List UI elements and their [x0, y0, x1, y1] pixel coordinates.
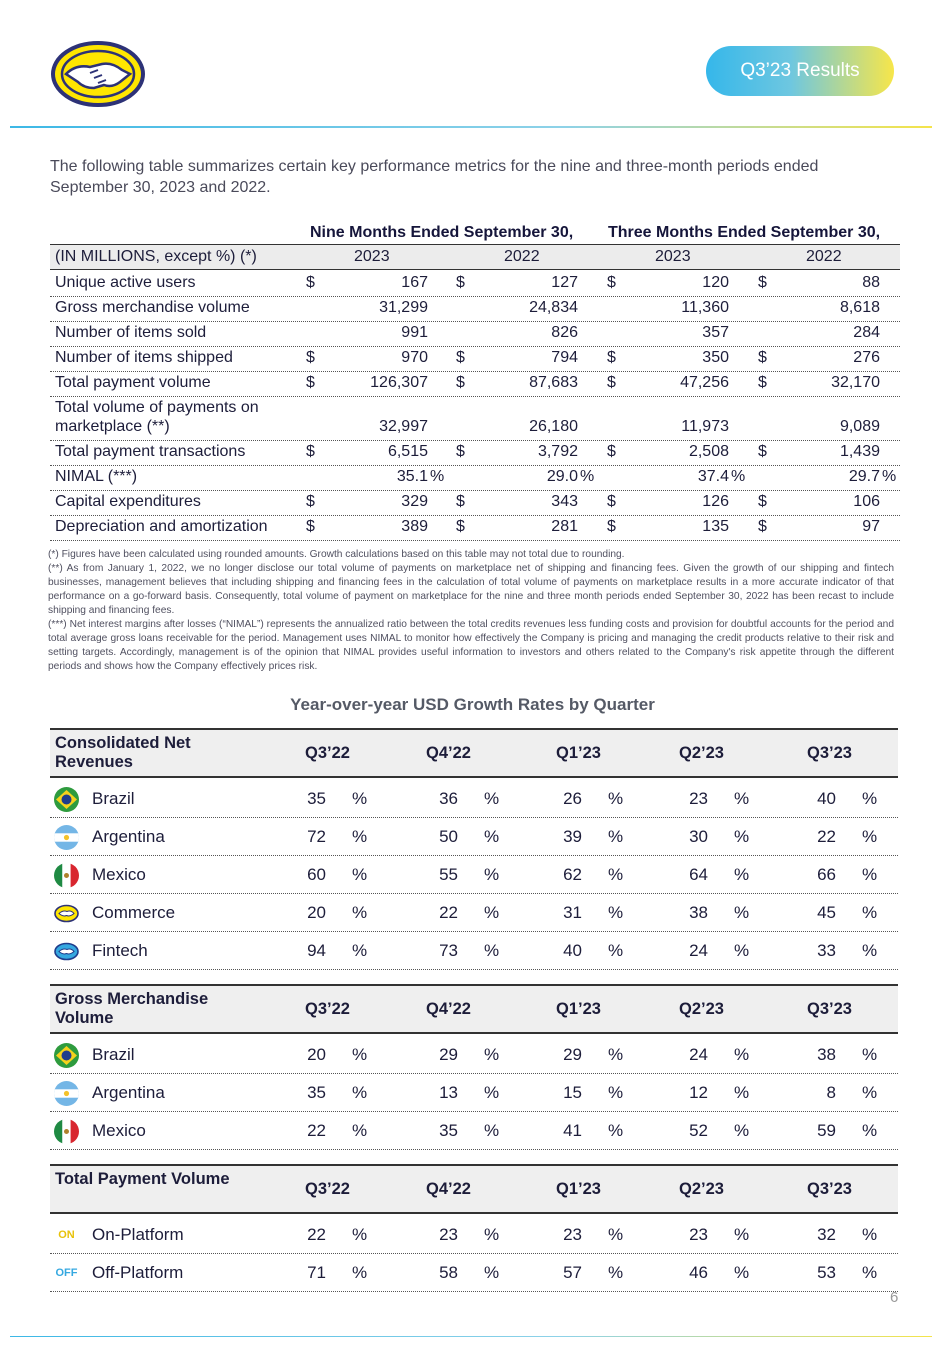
mexico-flag-icon	[54, 863, 79, 888]
metric-label: Number of items sold	[55, 324, 207, 341]
currency-symbol: $	[456, 443, 465, 460]
units-label: (IN MILLIONS, except %) (*)	[55, 248, 257, 265]
metric-value: 127	[551, 274, 578, 291]
mexico-flag-icon	[54, 1119, 79, 1144]
quarter-header: Q3’22	[305, 1000, 350, 1018]
metric-value: 357	[702, 324, 729, 341]
metric-value: 32,997	[379, 418, 428, 435]
growth-rate-value: 20	[307, 1045, 326, 1064]
quarter-header: Q2’23	[679, 1000, 724, 1018]
footnote: (***) Net interest margins after losses (“NIMAL”) represents the annualized ratio between the total credits revenues less funding costs and provision for doubtful accounts for the period and total average gross loans receivable for the period. Management uses NIMAL to monitor how effectively the Company is pricing and managing the credit products relative to their risk and setting targets. Accordingly, management is of the opinion that NIMAL provides useful information to investors and others related to the Company's risk appetite through the different periods and shows how the Company effectively prices risk.	[48, 619, 894, 672]
growth-rate-value: 71	[307, 1263, 326, 1282]
percent-sign: %	[608, 865, 624, 884]
growth-rate-value: 24	[689, 1045, 708, 1064]
metric-value: 97	[862, 518, 880, 535]
percent-sign: %	[484, 903, 500, 922]
metric-label: Total payment transactions	[55, 443, 246, 460]
percent-sign: %	[734, 1121, 750, 1140]
off-platform-icon: OFF	[55, 1267, 78, 1279]
metric-label: Total payment volume	[55, 374, 211, 391]
currency-symbol: $	[607, 349, 616, 366]
currency-symbol: $	[456, 518, 465, 535]
metric-value: 2,508	[688, 443, 729, 460]
growth-rate-value: 62	[563, 865, 582, 884]
growth-rate-value: 73	[439, 941, 458, 960]
percent-sign: %	[734, 1083, 750, 1102]
metrics-header-row	[50, 244, 900, 270]
metric-label: Capital expenditures	[55, 493, 201, 510]
percent-sign: %	[352, 1083, 368, 1102]
quarter-header: Q4’22	[426, 744, 471, 762]
growth-rate-value: 66	[817, 865, 836, 884]
metric-value: 11,360	[681, 299, 729, 316]
growth-table-heading: Total Payment Volume	[55, 1170, 230, 1188]
growth-rate-value: 23	[563, 1225, 582, 1244]
growth-row	[50, 1112, 898, 1150]
growth-rate-value: 59	[817, 1121, 836, 1140]
quarter-header: Q1’23	[556, 744, 601, 762]
percent-sign: %	[882, 468, 897, 485]
percent-sign: %	[862, 865, 878, 884]
quarter-header: Q1’23	[556, 1180, 601, 1198]
growth-rate-value: 36	[439, 789, 458, 808]
metrics-row	[50, 465, 900, 491]
metrics-row	[50, 271, 900, 297]
metric-label: Unique active users	[55, 274, 196, 291]
growth-rate-value: 12	[689, 1083, 708, 1102]
percent-sign: %	[352, 789, 368, 808]
percent-sign: %	[352, 1225, 368, 1244]
percent-sign: %	[580, 468, 595, 485]
percent-sign: %	[862, 1121, 878, 1140]
growth-row	[50, 932, 898, 970]
percent-sign: %	[608, 827, 624, 846]
net-revenues-growth-table	[50, 728, 898, 970]
growth-rate-value: 46	[689, 1263, 708, 1282]
metric-value: 794	[551, 349, 578, 366]
year-header: 2023	[655, 248, 691, 265]
growth-row-label: Mexico	[92, 865, 146, 884]
page-number: 6	[890, 1289, 899, 1306]
nine-months-header: Nine Months Ended September 30,	[310, 224, 574, 241]
currency-symbol: $	[607, 493, 616, 510]
metric-value: 970	[401, 349, 428, 366]
currency-symbol: $	[607, 518, 616, 535]
percent-sign: %	[734, 1045, 750, 1064]
commerce-icon	[54, 901, 79, 926]
quarter-header: Q1’23	[556, 1000, 601, 1018]
quarter-header: Q2’23	[679, 1180, 724, 1198]
metrics-row	[50, 321, 900, 347]
metric-value: 32,170	[831, 374, 880, 391]
quarter-header: Q3’23	[807, 1000, 852, 1018]
growth-rate-value: 53	[817, 1263, 836, 1282]
growth-rate-value: 26	[563, 789, 582, 808]
header-divider	[10, 126, 932, 128]
percent-sign: %	[734, 865, 750, 884]
growth-rate-value: 35	[307, 789, 326, 808]
growth-rate-value: 22	[817, 827, 836, 846]
brazil-flag-icon	[54, 1043, 79, 1068]
metric-value: 8,618	[839, 299, 880, 316]
growth-table-header	[50, 1164, 898, 1214]
quarter-header: Q4’22	[426, 1000, 471, 1018]
growth-rate-value: 30	[689, 827, 708, 846]
metric-value: 47,256	[680, 374, 729, 391]
currency-symbol: $	[758, 374, 767, 391]
percent-sign: %	[352, 865, 368, 884]
currency-symbol: $	[456, 374, 465, 391]
percent-sign: %	[608, 1225, 624, 1244]
percent-sign: %	[484, 1225, 500, 1244]
currency-symbol: $	[758, 493, 767, 510]
footnotes	[48, 548, 894, 674]
growth-row-label: Brazil	[92, 1045, 135, 1064]
metrics-row	[50, 296, 900, 322]
growth-rate-value: 40	[563, 941, 582, 960]
metric-label: Depreciation and amortization	[55, 518, 268, 535]
growth-rate-value: 29	[563, 1045, 582, 1064]
growth-rate-value: 50	[439, 827, 458, 846]
metrics-row	[50, 515, 900, 541]
year-header: 2023	[354, 248, 390, 265]
metrics-row	[50, 396, 900, 441]
currency-symbol: $	[456, 274, 465, 291]
growth-rate-value: 23	[689, 789, 708, 808]
growth-table-heading: Consolidated Net Revenues	[55, 734, 191, 771]
metric-value: 126	[702, 493, 729, 510]
metric-label: Total volume of payments on	[55, 399, 259, 416]
growth-rate-value: 15	[563, 1083, 582, 1102]
percent-sign: %	[608, 903, 624, 922]
growth-row-label: Mexico	[92, 1121, 146, 1140]
percent-sign: %	[484, 1263, 500, 1282]
currency-symbol: $	[607, 374, 616, 391]
percent-sign: %	[734, 1225, 750, 1244]
growth-rate-value: 38	[817, 1045, 836, 1064]
metrics-row	[50, 371, 900, 397]
growth-rate-value: 24	[689, 941, 708, 960]
growth-rate-value: 40	[817, 789, 836, 808]
percent-sign: %	[484, 865, 500, 884]
currency-symbol: $	[306, 349, 315, 366]
metric-value: 88	[862, 274, 880, 291]
tpv-growth-table	[50, 1164, 898, 1292]
currency-symbol: $	[306, 518, 315, 535]
currency-symbol: $	[306, 443, 315, 460]
growth-rate-value: 35	[307, 1083, 326, 1102]
growth-table-header	[50, 984, 898, 1034]
growth-row-label: Brazil	[92, 789, 135, 808]
percent-sign: %	[484, 1121, 500, 1140]
growth-rate-value: 31	[563, 903, 582, 922]
metric-value: 35.1	[396, 468, 428, 485]
metric-value: 135	[702, 518, 729, 535]
growth-rate-value: 22	[307, 1121, 326, 1140]
percent-sign: %	[862, 941, 878, 960]
metric-value: 9,089	[839, 418, 880, 435]
currency-symbol: $	[758, 274, 767, 291]
growth-row-label: Off-Platform	[92, 1263, 184, 1282]
currency-symbol: $	[456, 349, 465, 366]
percent-sign: %	[734, 789, 750, 808]
currency-symbol: $	[306, 274, 315, 291]
growth-rate-value: 41	[563, 1121, 582, 1140]
growth-rate-value: 58	[439, 1263, 458, 1282]
metric-value: 991	[401, 324, 428, 341]
percent-sign: %	[484, 789, 500, 808]
growth-rate-value: 60	[307, 865, 326, 884]
growth-row	[50, 780, 898, 818]
argentina-flag-icon	[54, 825, 79, 850]
metric-value: 1,439	[839, 443, 880, 460]
metric-value: 24,834	[529, 299, 578, 316]
intro-paragraph: The following table summarizes certain key performance metrics for the nine and three-month periods ended September 30, 2023 and 2022.	[50, 158, 819, 196]
growth-rate-value: 64	[689, 865, 708, 884]
percent-sign: %	[734, 941, 750, 960]
metrics-row	[50, 346, 900, 372]
growth-section-title: Year-over-year USD Growth Rates by Quarter	[290, 695, 655, 714]
metric-label: Gross merchandise volume	[55, 299, 250, 316]
metric-label-continued: marketplace (**)	[55, 418, 170, 435]
growth-rate-value: 13	[439, 1083, 458, 1102]
footer-divider	[10, 1336, 932, 1337]
year-header: 2022	[504, 248, 540, 265]
quarter-results-badge: Q3’23 Results	[706, 46, 894, 96]
growth-row	[50, 818, 898, 856]
percent-sign: %	[862, 789, 878, 808]
currency-symbol: $	[306, 493, 315, 510]
metric-value: 29.7	[848, 468, 880, 485]
metrics-row	[50, 490, 900, 516]
growth-row-label: Argentina	[92, 1083, 165, 1102]
quarter-header: Q3’23	[807, 744, 852, 762]
metric-value: 126,307	[370, 374, 428, 391]
growth-rate-value: 39	[563, 827, 582, 846]
percent-sign: %	[352, 827, 368, 846]
growth-row	[50, 1074, 898, 1112]
growth-rate-value: 22	[307, 1225, 326, 1244]
metric-value: 281	[551, 518, 578, 535]
metric-value: 6,515	[387, 443, 428, 460]
fintech-icon	[54, 939, 79, 964]
three-months-header: Three Months Ended September 30,	[608, 224, 881, 241]
percent-sign: %	[734, 1263, 750, 1282]
quarter-header: Q3’22	[305, 744, 350, 762]
growth-row-label: On-Platform	[92, 1225, 184, 1244]
gmv-growth-table	[50, 984, 898, 1150]
mercado-libre-logo	[50, 40, 146, 108]
footnote: (**) As from January 1, 2022, we no longer disclose our total volume of payments on marketplace net of shipping and financing fees. Given the growth of our shipping and fintech businesses, management believes that including shipping and financing fees in the calculation of total volume of payments on marketplace results in a more accurate indicator of that performance on a go-forward basis. Consequently, total volume of payment on marketplace for the nine and three month periods ended September 30, 2022 has been recast to include shipping and financing fees.	[48, 563, 894, 616]
growth-row	[50, 1216, 898, 1254]
currency-symbol: $	[456, 493, 465, 510]
percent-sign: %	[608, 1045, 624, 1064]
quarter-header: Q3’22	[305, 1180, 350, 1198]
growth-rate-value: 23	[439, 1225, 458, 1244]
metric-value: 284	[853, 324, 880, 341]
percent-sign: %	[608, 941, 624, 960]
percent-sign: %	[734, 903, 750, 922]
quarter-header: Q4’22	[426, 1180, 471, 1198]
percent-sign: %	[484, 1083, 500, 1102]
argentina-flag-icon	[54, 1081, 79, 1106]
growth-rate-value: 38	[689, 903, 708, 922]
currency-symbol: $	[607, 274, 616, 291]
quarter-header: Q2’23	[679, 744, 724, 762]
percent-sign: %	[731, 468, 746, 485]
percent-sign: %	[352, 1263, 368, 1282]
growth-row-label: Argentina	[92, 827, 165, 846]
currency-symbol: $	[758, 443, 767, 460]
growth-rate-value: 55	[439, 865, 458, 884]
metric-value: 343	[551, 493, 578, 510]
growth-table-header	[50, 728, 898, 778]
footnote: (*) Figures have been calculated using rounded amounts. Growth calculations based on this table may not total due to rounding.	[48, 549, 625, 560]
growth-row	[50, 1254, 898, 1292]
currency-symbol: $	[758, 349, 767, 366]
metric-value: 87,683	[529, 374, 578, 391]
metric-value: 120	[702, 274, 729, 291]
growth-rate-value: 23	[689, 1225, 708, 1244]
metric-value: 37.4	[697, 468, 729, 485]
percent-sign: %	[862, 827, 878, 846]
metric-value: 276	[853, 349, 880, 366]
metric-label: Number of items shipped	[55, 349, 233, 366]
percent-sign: %	[862, 1083, 878, 1102]
percent-sign: %	[734, 827, 750, 846]
percent-sign: %	[862, 1263, 878, 1282]
growth-row	[50, 856, 898, 894]
on-platform-icon: ON	[58, 1229, 75, 1241]
metric-value: 29.0	[546, 468, 578, 485]
metrics-row	[50, 440, 900, 466]
metric-value: 826	[551, 324, 578, 341]
growth-row-label: Commerce	[92, 903, 176, 922]
metric-value: 31,299	[379, 299, 428, 316]
currency-symbol: $	[758, 518, 767, 535]
metric-value: 26,180	[529, 418, 578, 435]
percent-sign: %	[484, 827, 500, 846]
metric-label: NIMAL (***)	[55, 468, 138, 485]
growth-table-heading: Gross Merchandise Volume	[55, 990, 209, 1027]
growth-rate-value: 32	[817, 1225, 836, 1244]
growth-rate-value: 29	[439, 1045, 458, 1064]
metric-value: 167	[401, 274, 428, 291]
growth-row	[50, 894, 898, 932]
growth-row	[50, 1036, 898, 1074]
growth-rate-value: 57	[563, 1263, 582, 1282]
percent-sign: %	[352, 903, 368, 922]
metric-value: 106	[853, 493, 880, 510]
metric-value: 11,973	[681, 418, 729, 435]
growth-rate-value: 8	[826, 1083, 836, 1102]
percent-sign: %	[352, 941, 368, 960]
metric-value: 389	[401, 518, 428, 535]
percent-sign: %	[608, 1083, 624, 1102]
percent-sign: %	[484, 1045, 500, 1064]
growth-row-label: Fintech	[92, 941, 148, 960]
growth-rate-value: 45	[817, 903, 836, 922]
brazil-flag-icon	[54, 787, 79, 812]
percent-sign: %	[484, 941, 500, 960]
percent-sign: %	[862, 1045, 878, 1064]
percent-sign: %	[862, 1225, 878, 1244]
growth-rate-value: 52	[689, 1121, 708, 1140]
growth-rate-value: 20	[307, 903, 326, 922]
growth-rate-value: 94	[307, 941, 326, 960]
currency-symbol: $	[306, 374, 315, 391]
quarter-header: Q3’23	[807, 1180, 852, 1198]
percent-sign: %	[608, 1121, 624, 1140]
growth-rate-value: 35	[439, 1121, 458, 1140]
growth-rate-value: 22	[439, 903, 458, 922]
percent-sign: %	[862, 903, 878, 922]
currency-symbol: $	[607, 443, 616, 460]
year-header: 2022	[806, 248, 842, 265]
growth-rate-value: 72	[307, 827, 326, 846]
percent-sign: %	[608, 1263, 624, 1282]
percent-sign: %	[352, 1121, 368, 1140]
metric-value: 3,792	[537, 443, 578, 460]
percent-sign: %	[608, 789, 624, 808]
metric-value: 350	[702, 349, 729, 366]
percent-sign: %	[430, 468, 445, 485]
metric-value: 329	[401, 493, 428, 510]
growth-rate-value: 33	[817, 941, 836, 960]
percent-sign: %	[352, 1045, 368, 1064]
